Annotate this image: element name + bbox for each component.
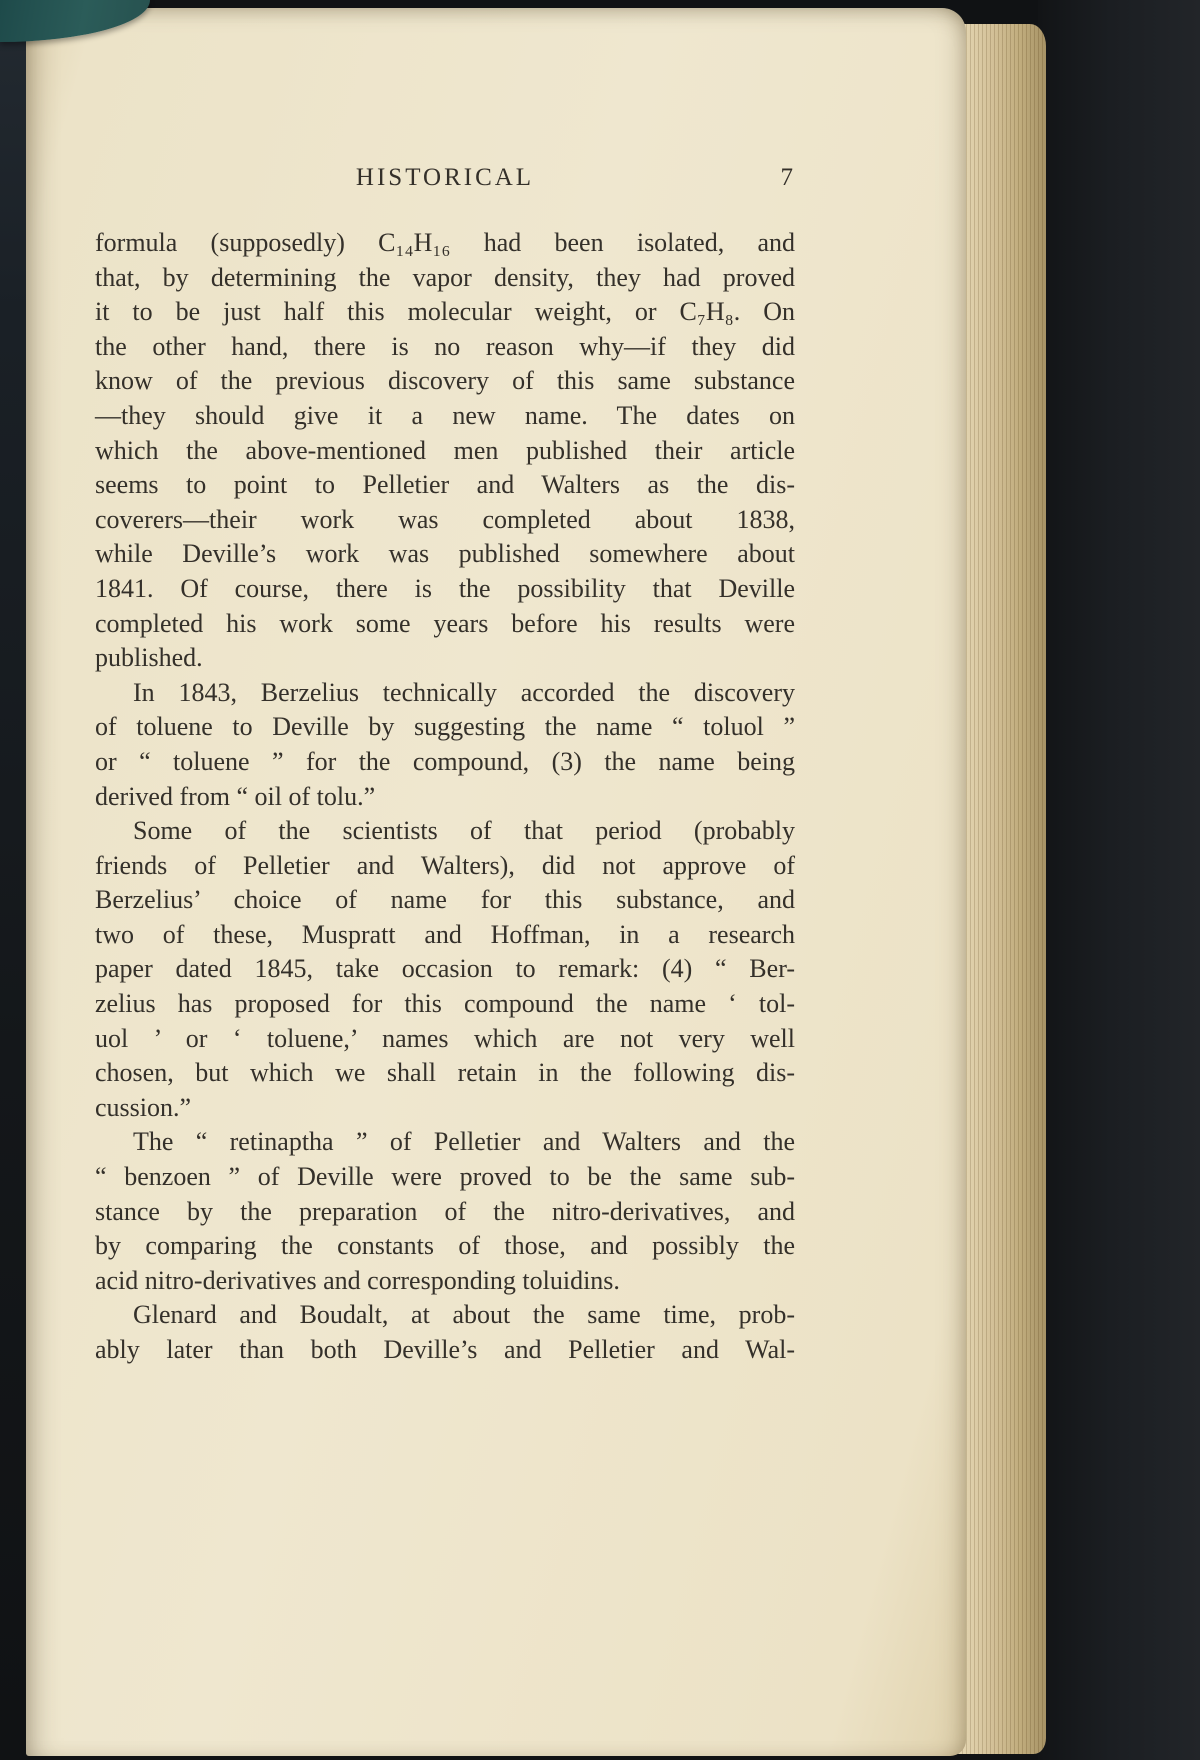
page-edge-stack: [958, 24, 1046, 1754]
page-number: 7: [780, 164, 793, 191]
scanned-page: [26, 8, 966, 1756]
text-line: uol ’ or ‘ toluene,’ names which are not very well: [95, 1023, 795, 1053]
text-line: that, by determining the vapor density, they had proved: [95, 262, 795, 292]
text-line: In 1843, Berzelius technically accorded the discovery: [133, 677, 795, 707]
text-line: The “ retinaptha ” of Pelletier and Walters and the: [133, 1127, 795, 1157]
paragraph: [95, 226, 795, 676]
book-cover-right: [1038, 0, 1200, 1760]
text-line: or “ toluene ” for the compound, (3) the name being: [95, 746, 795, 776]
text-line: paper dated 1845, take occasion to remark: (4) “ Ber-: [95, 954, 795, 984]
text-line: “ benzoen ” of Deville were proved to be the same sub-: [95, 1162, 795, 1192]
text-line: derived from “ oil of tolu.”: [95, 781, 376, 811]
text-line: Some of the scientists of that period (probably: [133, 816, 795, 846]
text-line: stance by the preparation of the nitro-derivatives, and: [95, 1196, 795, 1226]
text-line: two of these, Muspratt and Hoffman, in a research: [95, 919, 795, 949]
text-line: it to be just half this molecular weight, or C₇H₈. On: [95, 297, 795, 327]
paragraph: [95, 1298, 795, 1367]
text-line: coverers—their work was completed about 1838,: [95, 504, 795, 534]
text-line: 1841. Of course, there is the possibility that Deville: [95, 573, 795, 603]
text-line: published.: [95, 643, 203, 673]
running-title: HISTORICAL: [355, 164, 535, 191]
paragraph: [95, 814, 795, 1125]
text-line: seems to point to Pelletier and Walters as the dis-: [95, 470, 795, 500]
text-line: chosen, but which we shall retain in the following dis-: [95, 1058, 795, 1088]
text-line: Glenard and Boudalt, at about the same time, prob-: [133, 1300, 795, 1330]
text-line: ably later than both Deville’s and Pelletier and Wal-: [95, 1335, 795, 1364]
text-line: cussion.”: [95, 1092, 192, 1122]
text-block: [95, 164, 795, 1368]
text-line: zelius has proposed for this compound the name ‘ tol-: [95, 989, 795, 1019]
paragraph: [95, 1125, 795, 1298]
page-header: [95, 164, 795, 198]
text-line: —they should give it a new name. The dates on: [95, 400, 795, 430]
text-line: by comparing the constants of those, and possibly the: [95, 1231, 795, 1261]
page-body: [95, 226, 795, 1368]
text-line: while Deville’s work was published somewhere about: [95, 539, 795, 569]
paragraph: [95, 676, 795, 814]
text-line: formula (supposedly) C₁₄H₁₆ had been isolated, and: [95, 228, 795, 257]
text-line: completed his work some years before his results were: [95, 608, 795, 638]
text-line: of toluene to Deville by suggesting the name “ toluol ”: [95, 712, 795, 742]
text-line: acid nitro-derivatives and corresponding toluidins.: [95, 1265, 620, 1295]
text-line: friends of Pelletier and Walters), did not approve of: [95, 850, 795, 880]
text-line: Berzelius’ choice of name for this substance, and: [95, 885, 795, 915]
text-line: know of the previous discovery of this same substance: [95, 366, 795, 396]
text-line: the other hand, there is no reason why—if they did: [95, 331, 795, 361]
text-line: which the above-mentioned men published their article: [95, 435, 795, 465]
